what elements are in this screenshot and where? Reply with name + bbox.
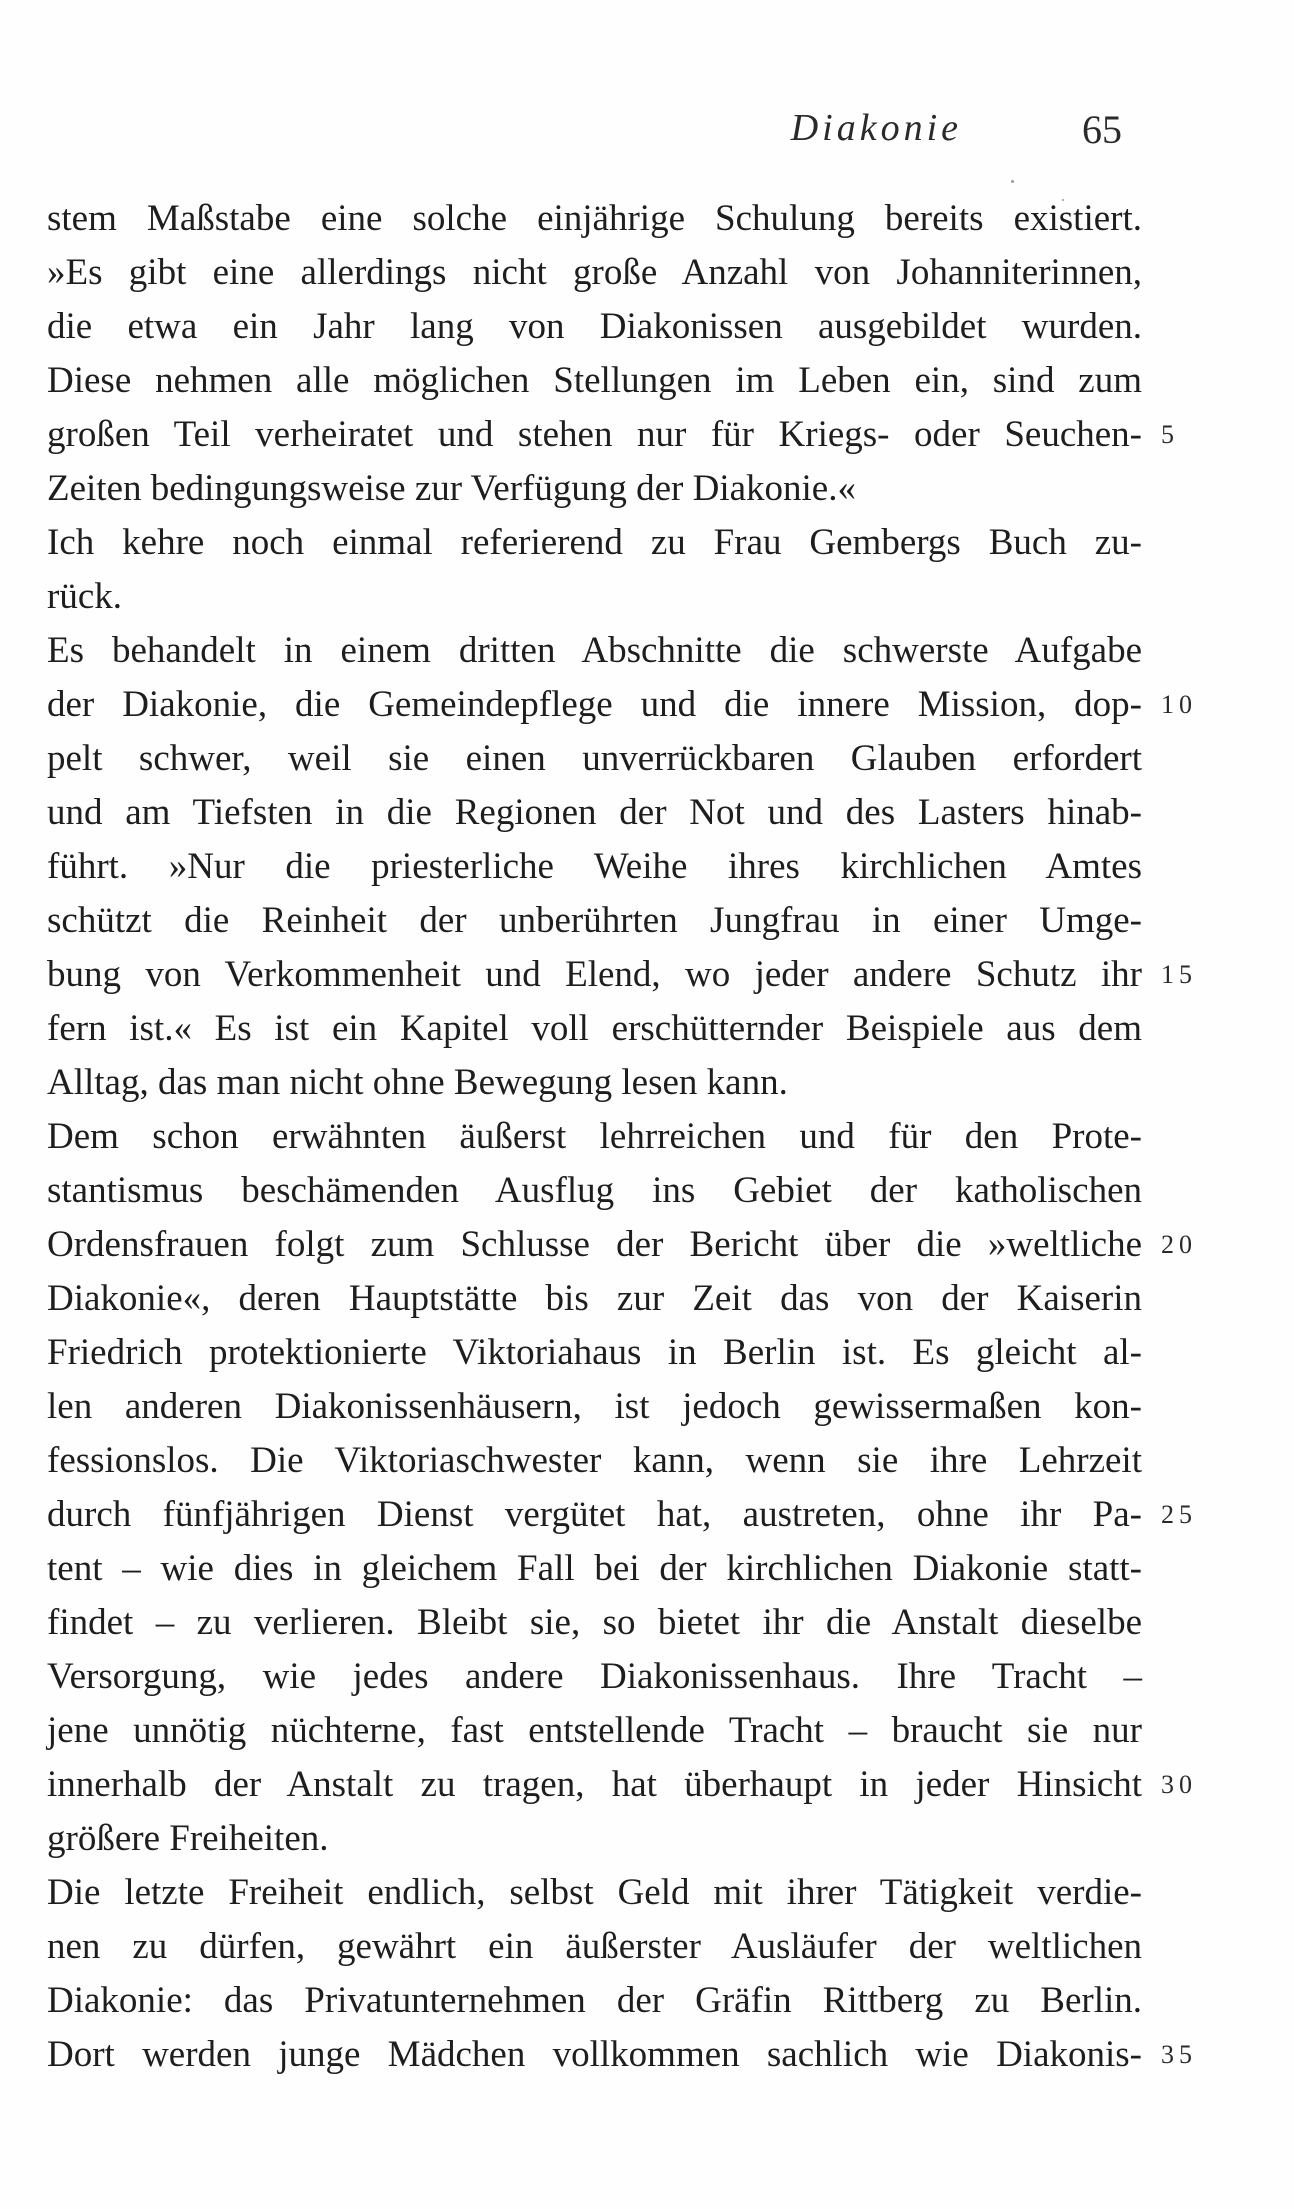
- text-line: großen Teil verheiratet und stehen nur für Kriegs- oder Seuchen-: [47, 414, 1142, 455]
- text-line: len anderen Diakonissenhäusern, ist jedoch gewissermaßen kon-: [47, 1386, 1142, 1427]
- text-line: Dem schon erwähnten äußerst lehrreichen und für den Prote-: [47, 1116, 1142, 1157]
- text-line: Ordensfrauen folgt zum Schlusse der Bericht über die »weltliche: [47, 1224, 1142, 1265]
- text-line: und am Tiefsten in die Regionen der Not und des Lasters hinab-: [47, 792, 1142, 833]
- line-number: 20: [1161, 1230, 1197, 1259]
- line-number: 5: [1161, 420, 1179, 449]
- text-line: »Es gibt eine allerdings nicht große Anzahl von Johanniterinnen,: [47, 252, 1142, 293]
- text-line: Es behandelt in einem dritten Abschnitte die schwerste Aufgabe: [47, 630, 1142, 671]
- text-line: schützt die Reinheit der unberührten Jungfrau in einer Umge-: [47, 900, 1142, 941]
- text-line: größere Freiheiten.: [47, 1818, 329, 1859]
- text-line: Diese nehmen alle möglichen Stellungen im Leben ein, sind zum: [47, 360, 1142, 401]
- text-line: stem Maßstabe eine solche einjährige Schulung bereits existiert.: [47, 198, 1142, 239]
- paper-speck: [1011, 180, 1014, 183]
- line-number: 15: [1161, 960, 1197, 989]
- text-line: innerhalb der Anstalt zu tragen, hat überhaupt in jeder Hinsicht: [47, 1764, 1142, 1805]
- text-line: nen zu dürfen, gewährt ein äußerster Ausläufer der weltlichen: [47, 1926, 1142, 1967]
- text-line: fern ist.« Es ist ein Kapitel voll erschütternder Beispiele aus dem: [47, 1008, 1142, 1049]
- text-line: fessionslos. Die Viktoriaschwester kann, wenn sie ihre Lehrzeit: [47, 1440, 1142, 1481]
- running-title: Diakonie: [790, 107, 962, 149]
- line-number: 35: [1161, 2040, 1197, 2069]
- text-line: findet – zu verlieren. Bleibt sie, so bietet ihr die Anstalt dieselbe: [47, 1602, 1142, 1643]
- line-number: 10: [1161, 690, 1197, 719]
- line-number: 30: [1161, 1770, 1197, 1799]
- line-number: 25: [1161, 1500, 1197, 1529]
- text-line: Alltag, das man nicht ohne Bewegung lesen kann.: [47, 1062, 788, 1103]
- text-line: die etwa ein Jahr lang von Diakonissen ausgebildet wurden.: [47, 306, 1142, 347]
- page-number: 65: [1082, 107, 1122, 152]
- text-line: stantismus beschämenden Ausflug ins Gebiet der katholischen: [47, 1170, 1142, 1211]
- text-line: Ich kehre noch einmal referierend zu Frau Gembergs Buch zu-: [47, 522, 1142, 563]
- text-line: Die letzte Freiheit endlich, selbst Geld mit ihrer Tätigkeit verdie-: [47, 1872, 1142, 1913]
- text-line: rück.: [47, 576, 122, 617]
- text-line: jene unnötig nüchterne, fast entstellende Tracht – braucht sie nur: [47, 1710, 1142, 1751]
- text-line: Zeiten bedingungsweise zur Verfügung der Diakonie.«: [47, 468, 856, 509]
- text-line: bung von Verkommenheit und Elend, wo jeder andere Schutz ihr: [47, 954, 1142, 995]
- text-line: Versorgung, wie jedes andere Diakonissenhaus. Ihre Tracht –: [47, 1656, 1142, 1697]
- text-line: führt. »Nur die priesterliche Weihe ihres kirchlichen Amtes: [47, 846, 1142, 887]
- text-line: Friedrich protektionierte Viktoriahaus in Berlin ist. Es gleicht al-: [47, 1332, 1142, 1373]
- text-line: Dort werden junge Mädchen vollkommen sachlich wie Diakonis-: [47, 2034, 1142, 2075]
- text-line: Diakonie: das Privatunternehmen der Gräfin Rittberg zu Berlin.: [47, 1980, 1142, 2021]
- text-line: pelt schwer, weil sie einen unverrückbaren Glauben erfordert: [47, 738, 1142, 779]
- text-line: der Diakonie, die Gemeindepflege und die innere Mission, dop-: [47, 684, 1142, 725]
- running-head: [0, 106, 1294, 166]
- text-line: durch fünfjährigen Dienst vergütet hat, austreten, ohne ihr Pa-: [47, 1494, 1142, 1535]
- text-line: Diakonie«, deren Hauptstätte bis zur Zeit das von der Kaiserin: [47, 1278, 1142, 1319]
- text-line: tent – wie dies in gleichem Fall bei der kirchlichen Diakonie statt-: [47, 1548, 1142, 1589]
